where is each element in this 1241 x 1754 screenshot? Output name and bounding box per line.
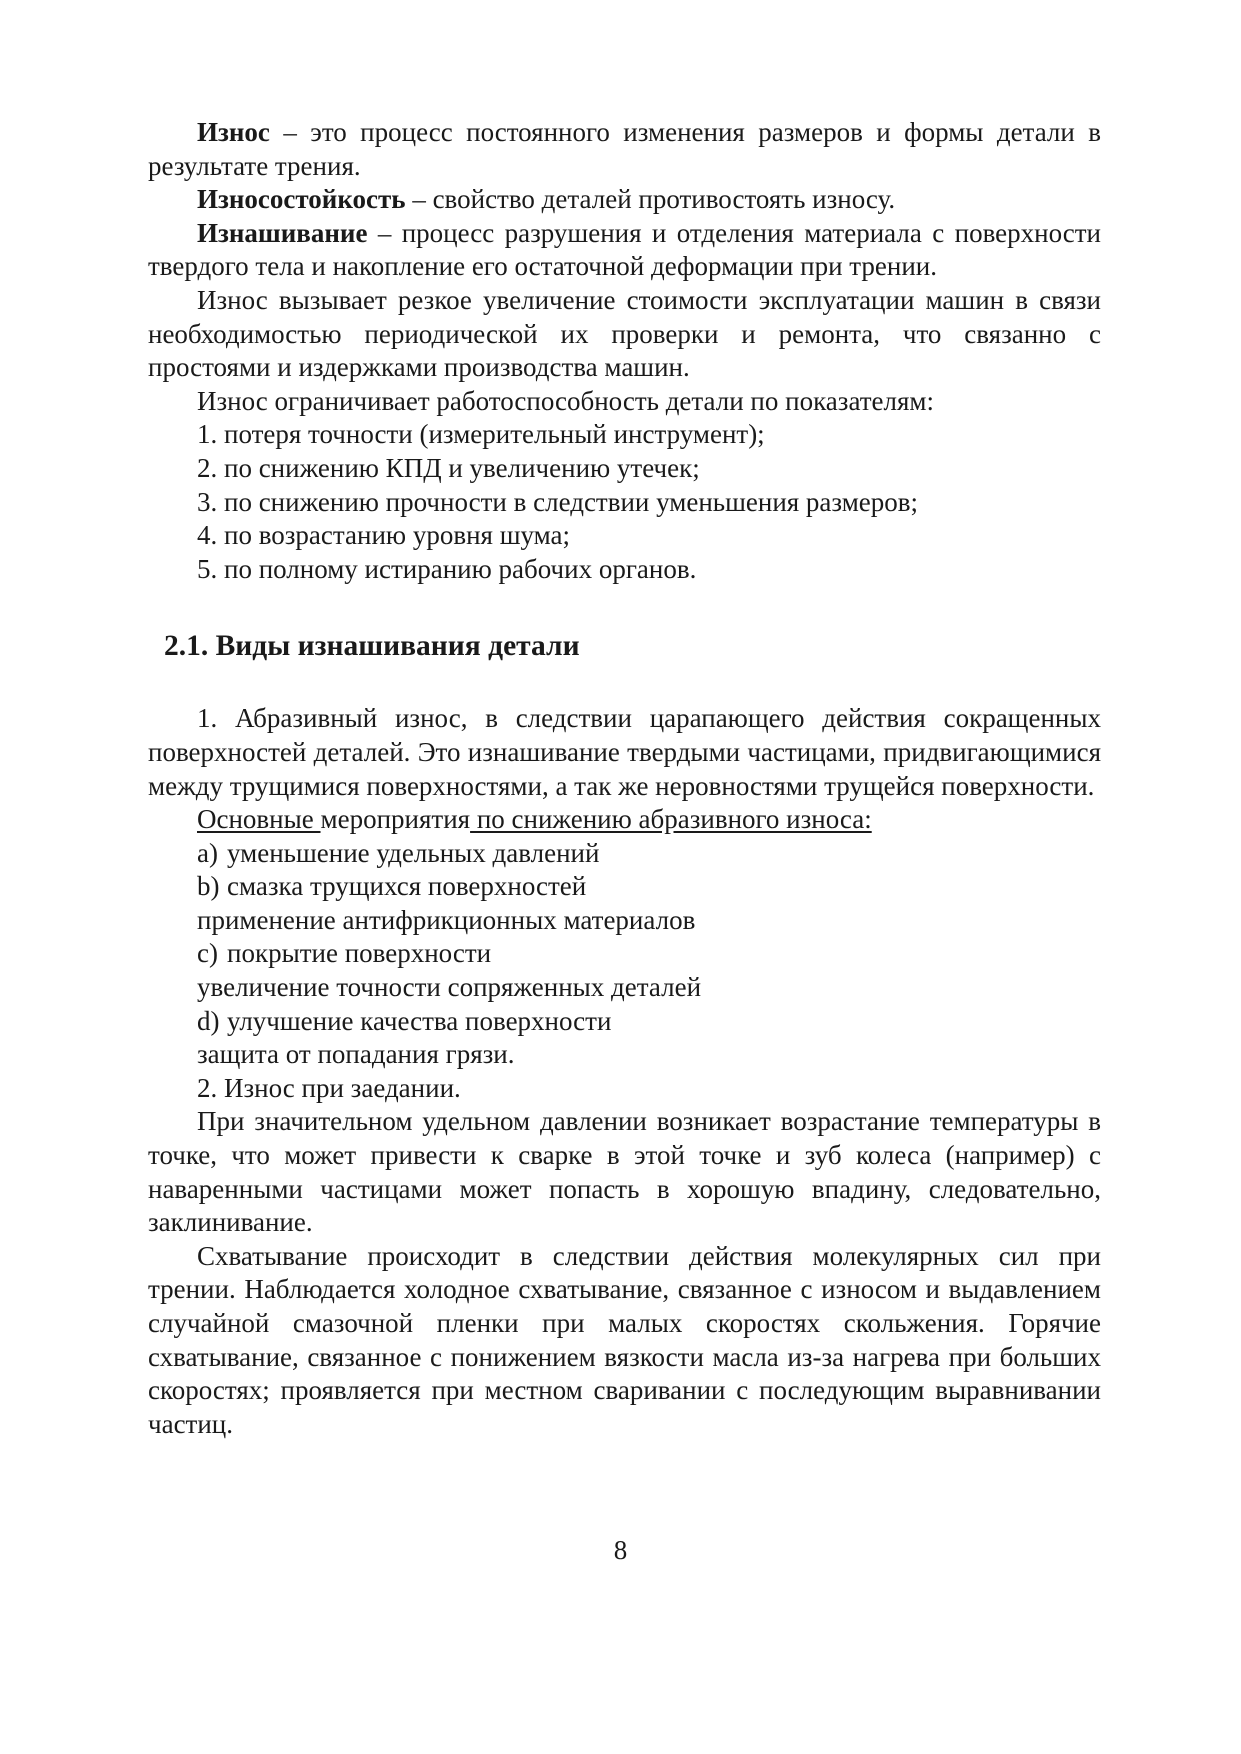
paragraph-wear-cost: Износ вызывает резкое увеличение стоимости эксплуатации машин в связи необходимостью периодической их проверки и ремонта, что связанно с простоями и издержками производства машин. bbox=[148, 284, 1101, 383]
list-item bbox=[148, 1005, 1101, 1039]
list-item bbox=[148, 971, 1101, 1005]
measures-heading-part2: мероприятия bbox=[320, 804, 471, 835]
list-item-text: уменьшение удельных давлений bbox=[227, 837, 600, 868]
term-wearing: Изнашивание bbox=[197, 217, 368, 248]
list-item: 2. по снижению КПД и увеличению утечек; bbox=[197, 452, 700, 483]
list-item-text: покрытие поверхности bbox=[227, 938, 492, 969]
definition-wear-resistance bbox=[148, 183, 1101, 217]
list-item bbox=[148, 837, 1101, 871]
definition-wearing bbox=[148, 217, 1101, 284]
list-item-text: применение антифрикционных материалов bbox=[197, 904, 696, 935]
list-item-text: защита от попадания грязи. bbox=[197, 1039, 515, 1070]
list-item: 1. потеря точности (измерительный инструмент); bbox=[197, 419, 765, 450]
measures-list bbox=[148, 837, 1101, 1072]
list-item-label: a) bbox=[197, 837, 218, 868]
list-item-text: смазка трущихся поверхностей bbox=[227, 871, 587, 902]
page-number: 8 bbox=[613, 1535, 628, 1565]
measures-heading bbox=[148, 803, 1101, 837]
measures-heading-part1: Основные bbox=[197, 804, 321, 835]
paragraph-seizure-pressure: При значительном удельном давлении возникает возрастание температуры в точке, что может привести к сварке в этой точке и зуб колеса (например) с наваренными частицами может попасть в хорошую впадину, следовательно, заклинивание. bbox=[148, 1106, 1101, 1238]
definition-wear-text: – это процесс постоянного изменения размеров и формы детали в результате трения. bbox=[148, 117, 1101, 181]
definition-wear bbox=[148, 116, 1101, 183]
list-item-label: c) bbox=[197, 938, 218, 969]
term-wear: Износ bbox=[197, 117, 270, 147]
list-item: 4. по возрастанию уровня шума; bbox=[197, 520, 571, 551]
list-item bbox=[148, 937, 1101, 971]
definition-wearing-text: – процесс разрушения и отделения материала с поверхности твердого тела и накопление его остаточной деформации при трении. bbox=[148, 217, 1101, 282]
paragraph-wear-limits: Износ ограничивает работоспособность детали по показателям: bbox=[197, 385, 934, 416]
list-item-text: увеличение точности сопряженных деталей bbox=[197, 972, 702, 1003]
list-item-text: улучшение качества поверхности bbox=[227, 1005, 612, 1036]
list-item-label: d) bbox=[197, 1005, 220, 1036]
list-item bbox=[148, 870, 1101, 904]
wear-indicators-list bbox=[148, 418, 1101, 586]
list-item-label: b) bbox=[197, 871, 220, 902]
paragraph-abrasive-wear: 1. Абразивный износ, в следствии царапающего действия сокращенных поверхностей деталей. Это изнашивание твердыми частицами, придвигающимися между трущимися поверхностями, а так же неровностями трущейся поверхности. bbox=[148, 703, 1101, 801]
definition-wear-resistance-text: – свойство деталей противостоять износу. bbox=[405, 184, 896, 215]
list-item bbox=[148, 904, 1101, 938]
page-content bbox=[148, 116, 1101, 1441]
list-item: 3. по снижению прочности в следствии уменьшения размеров; bbox=[197, 486, 919, 517]
paragraph-seizure-title: 2. Износ при заедании. bbox=[197, 1072, 461, 1103]
section-heading: 2.1. Виды изнашивания детали bbox=[164, 630, 580, 663]
list-item: 5. по полному истиранию рабочих органов. bbox=[197, 553, 697, 584]
measures-heading-part3: по снижению абразивного износа: bbox=[470, 804, 872, 835]
term-wear-resistance: Износостойкость bbox=[197, 184, 406, 215]
paragraph-adhesion: Схватывание происходит в следствии действия молекулярных сил при трении. Наблюдается холодное схватывание, связанное с износом и выдавлением случайной смазочной пленки при малых скоростях скольжения. Горячие схватывание, связанное с понижением вязкости масла из-за нагрева при больших скоростях; проявляется при местном сваривании с последующим выравнивании частиц. bbox=[148, 1240, 1101, 1439]
list-item bbox=[148, 1038, 1101, 1072]
